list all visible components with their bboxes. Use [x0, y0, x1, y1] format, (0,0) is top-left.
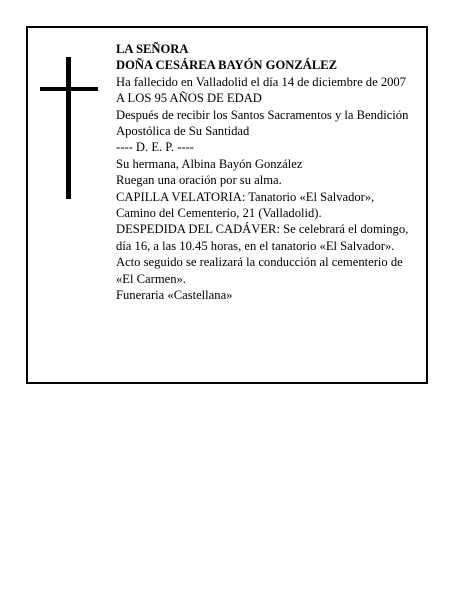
- family-line: Su hermana, Albina Bayón González: [116, 156, 303, 171]
- chapel-info: CAPILLA VELATORIA: Tanatorio «El Salvador», Camino del Cementerio, 21 (Valladolid).: [116, 189, 375, 221]
- cross-horizontal-bar: [40, 87, 98, 91]
- age-statement: A LOS 95 AÑOS DE EDAD: [116, 91, 262, 106]
- notice-title: LA SEÑORA: [116, 42, 189, 56]
- sacraments-statement: Después de recibir los Santos Sacramentos y la Bendición Apostólica de Su Santidad: [116, 107, 409, 139]
- obituary-notice: [26, 26, 428, 384]
- prayer-request: Ruegan una oración por su alma.: [116, 173, 282, 188]
- rip-line: ---- D. E. P. ----: [116, 140, 194, 155]
- notice-body: [116, 41, 416, 304]
- farewell-info: DESPEDIDA DEL CADÁVER: Se celebrará el domingo, día 16, a las 10.45 horas, en el tanatorio «El Salvador». Acto seguido se realizará la conducción al cementerio de «El Carmen».: [116, 222, 409, 286]
- funeral-home: Funeraria «Castellana»: [116, 288, 233, 303]
- cross-vertical-bar: [66, 57, 71, 199]
- deceased-name: DOÑA CESÁREA BAYÓN GONZÁLEZ: [116, 58, 338, 73]
- death-statement: Ha fallecido en Valladolid el día 14 de diciembre de 2007: [116, 74, 407, 89]
